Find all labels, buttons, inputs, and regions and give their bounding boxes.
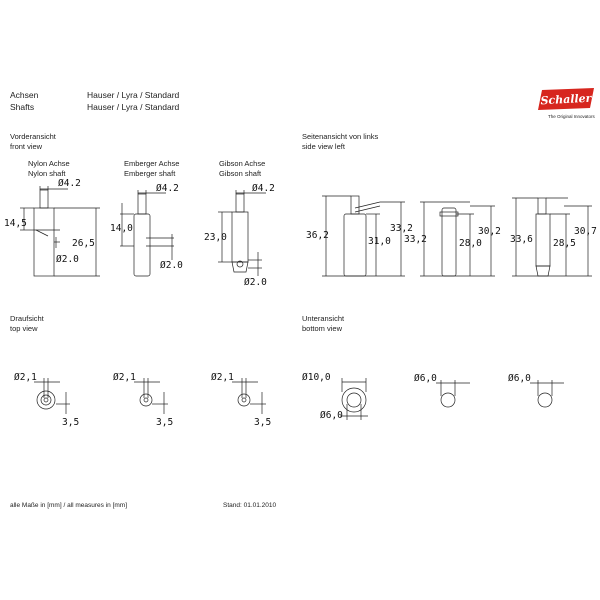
top-view-de: Draufsicht bbox=[10, 314, 44, 323]
dim-side-gibson-h3: 30,7 bbox=[574, 226, 597, 237]
title-de: Achsen bbox=[10, 90, 39, 100]
shaft-name-gibson-de: Gibson Achse bbox=[219, 159, 266, 168]
dim-side-nylon-h1: 36,2 bbox=[306, 230, 329, 241]
dim-front-gibson-diam-top: Ø4.2 bbox=[252, 183, 275, 194]
front-view-en: front view bbox=[10, 142, 43, 151]
side-emberger-shaft bbox=[420, 202, 495, 276]
dim-bottom-nylon-outer: Ø10,0 bbox=[302, 372, 331, 383]
dim-top-gibson-diam: Ø2,1 bbox=[211, 372, 234, 383]
top-view-en: top view bbox=[10, 324, 38, 333]
dim-top-emberger-diam: Ø2,1 bbox=[113, 372, 136, 383]
side-view-en: side view left bbox=[302, 142, 345, 151]
model-en: Hauser / Lyra / Standard bbox=[87, 102, 180, 112]
footer-measures: alle Maße in [mm] / all measures in [mm] bbox=[10, 502, 128, 509]
dim-side-emberger-h1: 33,2 bbox=[404, 234, 427, 245]
dim-bottom-nylon-inner: Ø6,0 bbox=[320, 410, 343, 421]
title-en: Shafts bbox=[10, 102, 35, 112]
dim-side-emberger-h3: 30,2 bbox=[478, 226, 501, 237]
bottom-view-en: bottom view bbox=[302, 324, 343, 333]
top-view-gibson bbox=[232, 378, 266, 414]
dim-front-emberger-diam-bot: Ø2.0 bbox=[160, 260, 183, 271]
dim-front-nylon-diam-top: Ø4.2 bbox=[58, 178, 81, 189]
dim-top-nylon-offset: 3,5 bbox=[62, 417, 80, 428]
logo-text: Schaller bbox=[540, 91, 592, 108]
dim-front-nylon-h-left: 14,5 bbox=[4, 218, 27, 229]
dim-side-nylon-h2: 31,0 bbox=[368, 236, 391, 247]
dim-side-emberger-h2: 28,0 bbox=[459, 238, 482, 249]
dim-front-nylon-h-right: 26,5 bbox=[72, 238, 95, 249]
dim-side-gibson-h1: 33,6 bbox=[510, 234, 533, 245]
side-nylon-shaft bbox=[322, 196, 405, 276]
logo-tagline: The Original Innovators bbox=[548, 114, 595, 119]
footer-date: Stand: 01.01.2010 bbox=[223, 502, 277, 509]
dim-top-nylon-diam: Ø2,1 bbox=[14, 372, 37, 383]
dim-side-nylon-h3: 33,2 bbox=[390, 223, 413, 234]
bottom-view-nylon bbox=[340, 378, 368, 420]
top-view-emberger bbox=[134, 378, 168, 414]
top-view-nylon bbox=[34, 378, 70, 414]
shaft-name-emberger-de: Emberger Achse bbox=[124, 159, 180, 168]
dim-top-emberger-offset: 3,5 bbox=[156, 417, 174, 428]
dim-front-gibson-h-left: 23,0 bbox=[204, 232, 227, 243]
bottom-view-de: Unteransicht bbox=[302, 314, 345, 323]
shaft-name-nylon-de: Nylon Achse bbox=[28, 159, 70, 168]
dim-bottom-emberger-diam: Ø6,0 bbox=[414, 373, 437, 384]
bottom-view-gibson bbox=[530, 380, 564, 407]
shaft-name-gibson-en: Gibson shaft bbox=[219, 169, 262, 178]
dim-bottom-gibson-diam: Ø6,0 bbox=[508, 373, 531, 384]
bottom-view-emberger bbox=[436, 380, 470, 407]
shaft-name-emberger-en: Emberger shaft bbox=[124, 169, 176, 178]
shaft-name-nylon-en: Nylon shaft bbox=[28, 169, 66, 178]
dim-front-emberger-diam-top: Ø4.2 bbox=[156, 183, 179, 194]
dim-top-gibson-offset: 3,5 bbox=[254, 417, 272, 428]
front-view-de: Vorderansicht bbox=[10, 132, 56, 141]
dim-front-emberger-h-left: 14,0 bbox=[110, 223, 133, 234]
dim-front-gibson-diam-bot: Ø2.0 bbox=[244, 277, 267, 288]
model-de: Hauser / Lyra / Standard bbox=[87, 90, 180, 100]
dim-side-gibson-h2: 28,5 bbox=[553, 238, 576, 249]
dim-front-nylon-diam-bot: Ø2.0 bbox=[56, 254, 79, 265]
side-view-de: Seitenansicht von links bbox=[302, 132, 379, 141]
